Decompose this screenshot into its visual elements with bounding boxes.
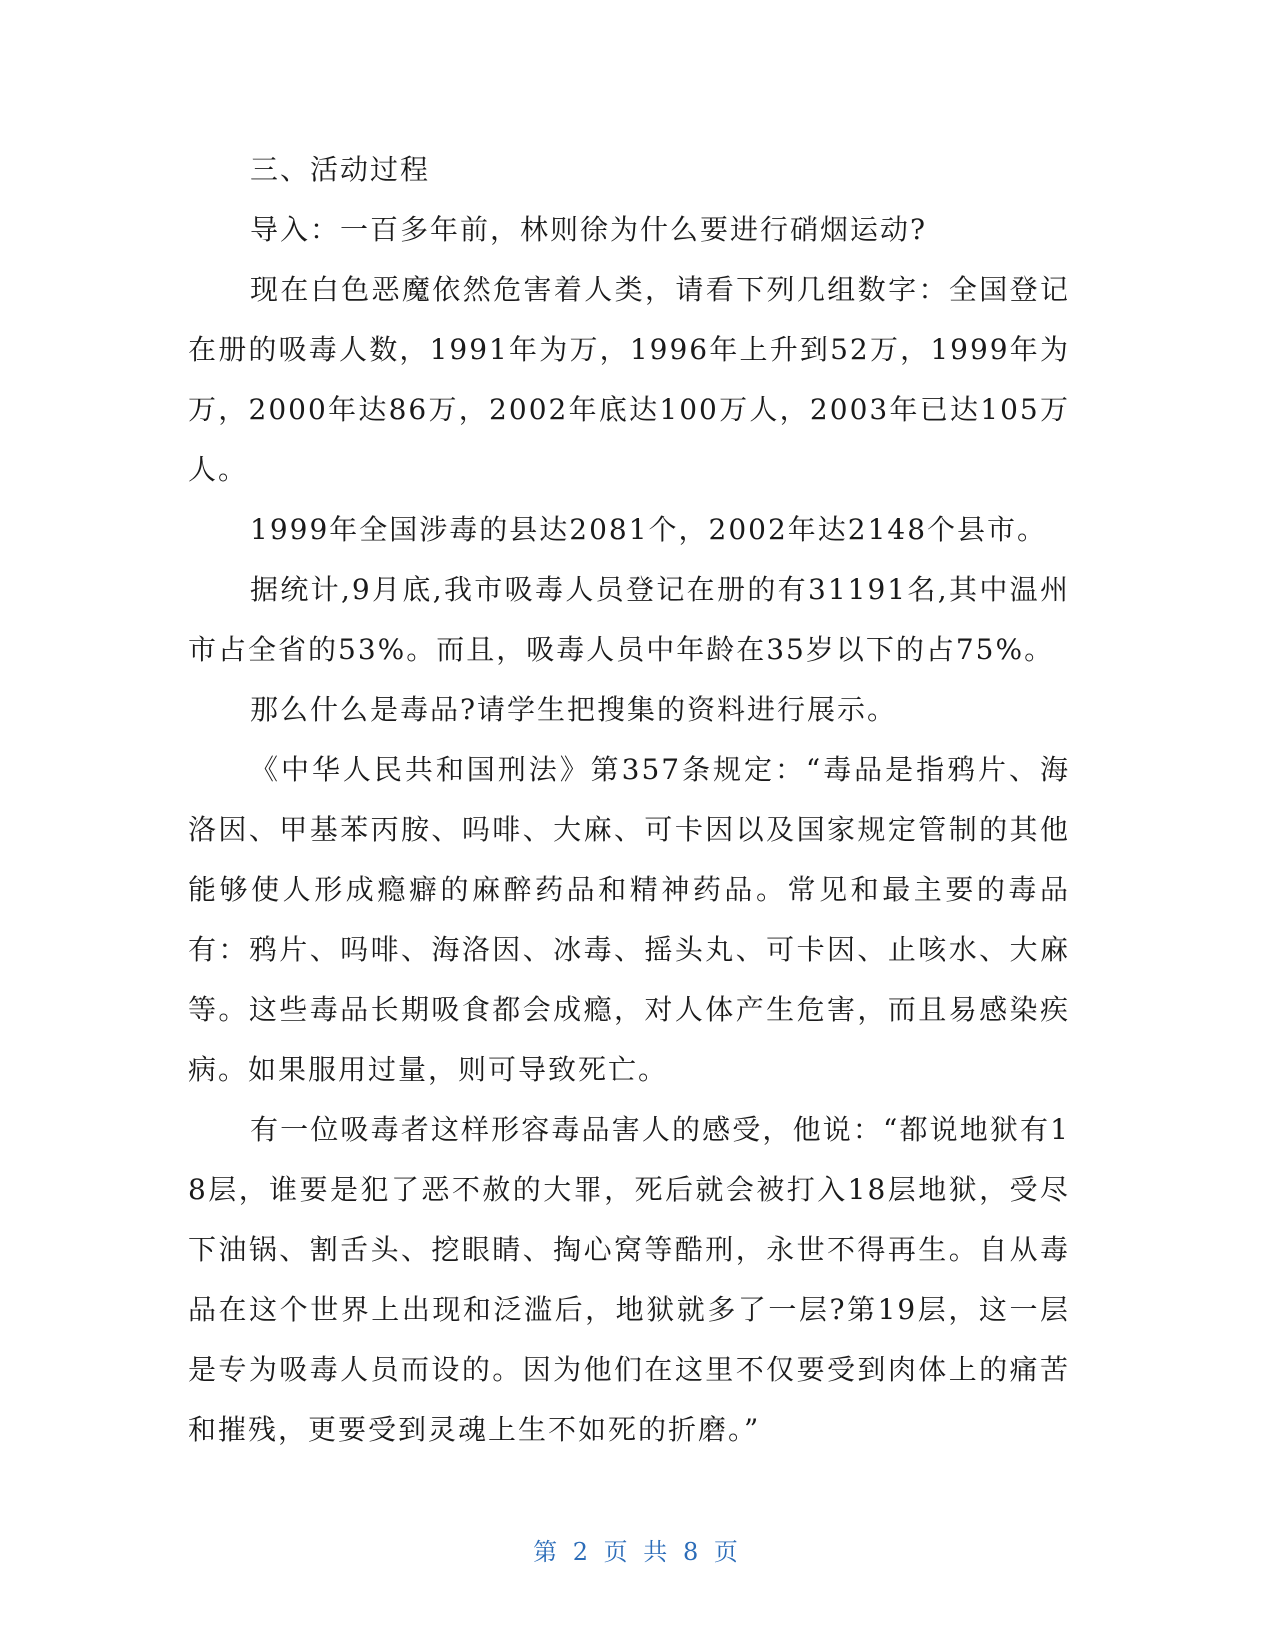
statistics-paragraph: 现在白色恶魔依然危害着人类，请看下列几组数字：全国登记在册的吸毒人数，1991年为万，1996年上升到52万，1999年为万，2000年达86万，2002年底达100万人，2003年已达105万人。: [188, 273, 1070, 486]
document-body: [188, 140, 1070, 1460]
section-heading: 三、活动过程: [250, 153, 431, 186]
criminal-law-paragraph: 《中华人民共和国刑法》第357条规定：“毒品是指鸦片、海洛因、甲基苯丙胺、吗啡、大麻、可卡因以及国家规定管制的其他能够使人形成瘾癖的麻醉药品和精神药品。常见和最主要的毒品有：鸦片、吗啡、海洛因、冰毒、摇头丸、可卡因、止咳水、大麻等。这些毒品长期吸食都会成瘾，对人体产生危害，而且易感染疾病。如果服用过量，则可导致死亡。: [188, 753, 1070, 1086]
intro-paragraph: 导入：一百多年前，林则徐为什么要进行硝烟运动?: [250, 213, 928, 246]
question-paragraph: 那么什么是毒品?请学生把搜集的资料进行展示。: [250, 693, 898, 726]
page-number-footer: 第 2 页 共 8 页: [533, 1538, 742, 1566]
county-statistics-paragraph: 1999年全国涉毒的县达2081个，2002年达2148个县市。: [250, 513, 1048, 546]
city-statistics-paragraph: 据统计,9月底,我市吸毒人员登记在册的有31191名,其中温州市占全省的53%。而且，吸毒人员中年龄在35岁以下的占75%。: [188, 573, 1070, 666]
addict-quote-paragraph: 有一位吸毒者这样形容毒品害人的感受，他说：“都说地狱有18层，谁要是犯了恶不赦的大罪，死后就会被打入18层地狱，受尽下油锅、割舌头、挖眼睛、掏心窝等酷刑，永世不得再生。自从毒品在这个世界上出现和泛滥后，地狱就多了一层?第19层，这一层是专为吸毒人员而设的。因为他们在这里不仅要受到肉体上的痛苦和摧残，更要受到灵魂上生不如死的折磨。”: [188, 1113, 1070, 1446]
